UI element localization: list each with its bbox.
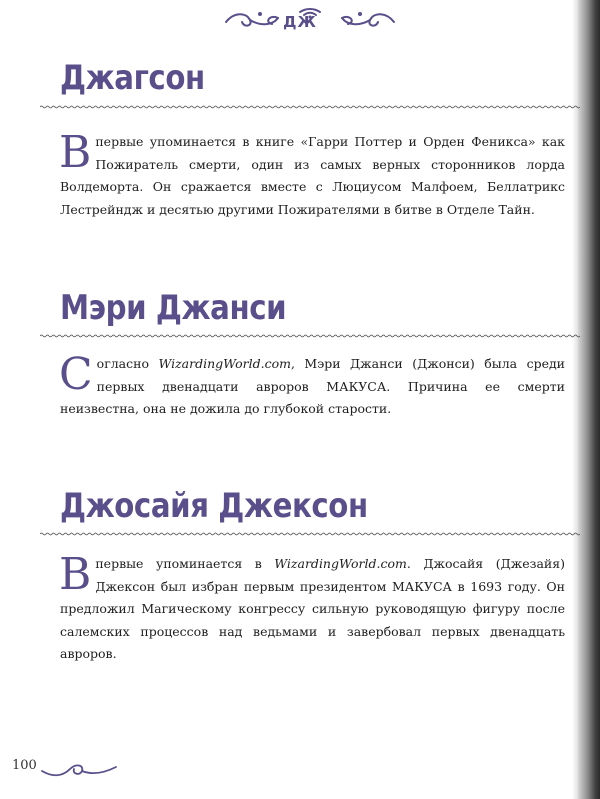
- footer-swirl-icon: [40, 757, 120, 781]
- dropcap: В: [59, 127, 92, 178]
- title-divider: [40, 332, 580, 340]
- dropcap: С: [59, 349, 93, 400]
- dropcap: В: [59, 549, 92, 600]
- section-letter: ДЖ: [283, 13, 317, 31]
- entry-body-mary-jancy: [59, 349, 565, 421]
- entry-text-before: огласно: [96, 356, 159, 371]
- entry-title-mary-jancy: Мэри Джанси: [60, 288, 287, 328]
- title-divider: [40, 103, 580, 111]
- entry-text-after: , Мэри Джанси (Джонси) была среди первых двенадцати авроров МАКУСА. Причина ее смерти неизвестна, она не дожила до глубокой старости.: [60, 356, 565, 416]
- page-number: 100: [12, 758, 37, 773]
- entry-text: первые упоминается в книге «Гарри Поттер и Орден Феникса» как Пожиратель смерти, один из самых верных сторонников лорда Волдеморта. Он сражается вместе с Люциусом Малфоем, Беллатрикс Лестрейндж и десятью другими Пожирателями в битве в Отделе Тайн.: [60, 134, 565, 217]
- entry-text-before: первые упоминается в: [95, 556, 275, 571]
- entry-body-jugson: [59, 127, 565, 221]
- entry-text-after: . Джосайя (Джезайя) Джексон был избран первым президентом МАКУСА в 1693 году. Он предложил Магическому конгрессу сильную руководящую фигуру после салемских процессов над ведьмами и завербовал первых двенадцать авроров.: [60, 556, 566, 661]
- entry-title-josiah-jackson: Джосайя Джексон: [60, 486, 368, 526]
- entry-title-jugson: Джагсон: [60, 58, 205, 98]
- website-name: WizardingWorld.com: [158, 356, 291, 371]
- book-spine-shadow: [578, 0, 600, 799]
- website-name: WizardingWorld.com: [274, 556, 407, 571]
- entry-body-josiah-jackson: [59, 549, 566, 666]
- title-divider: [40, 530, 580, 538]
